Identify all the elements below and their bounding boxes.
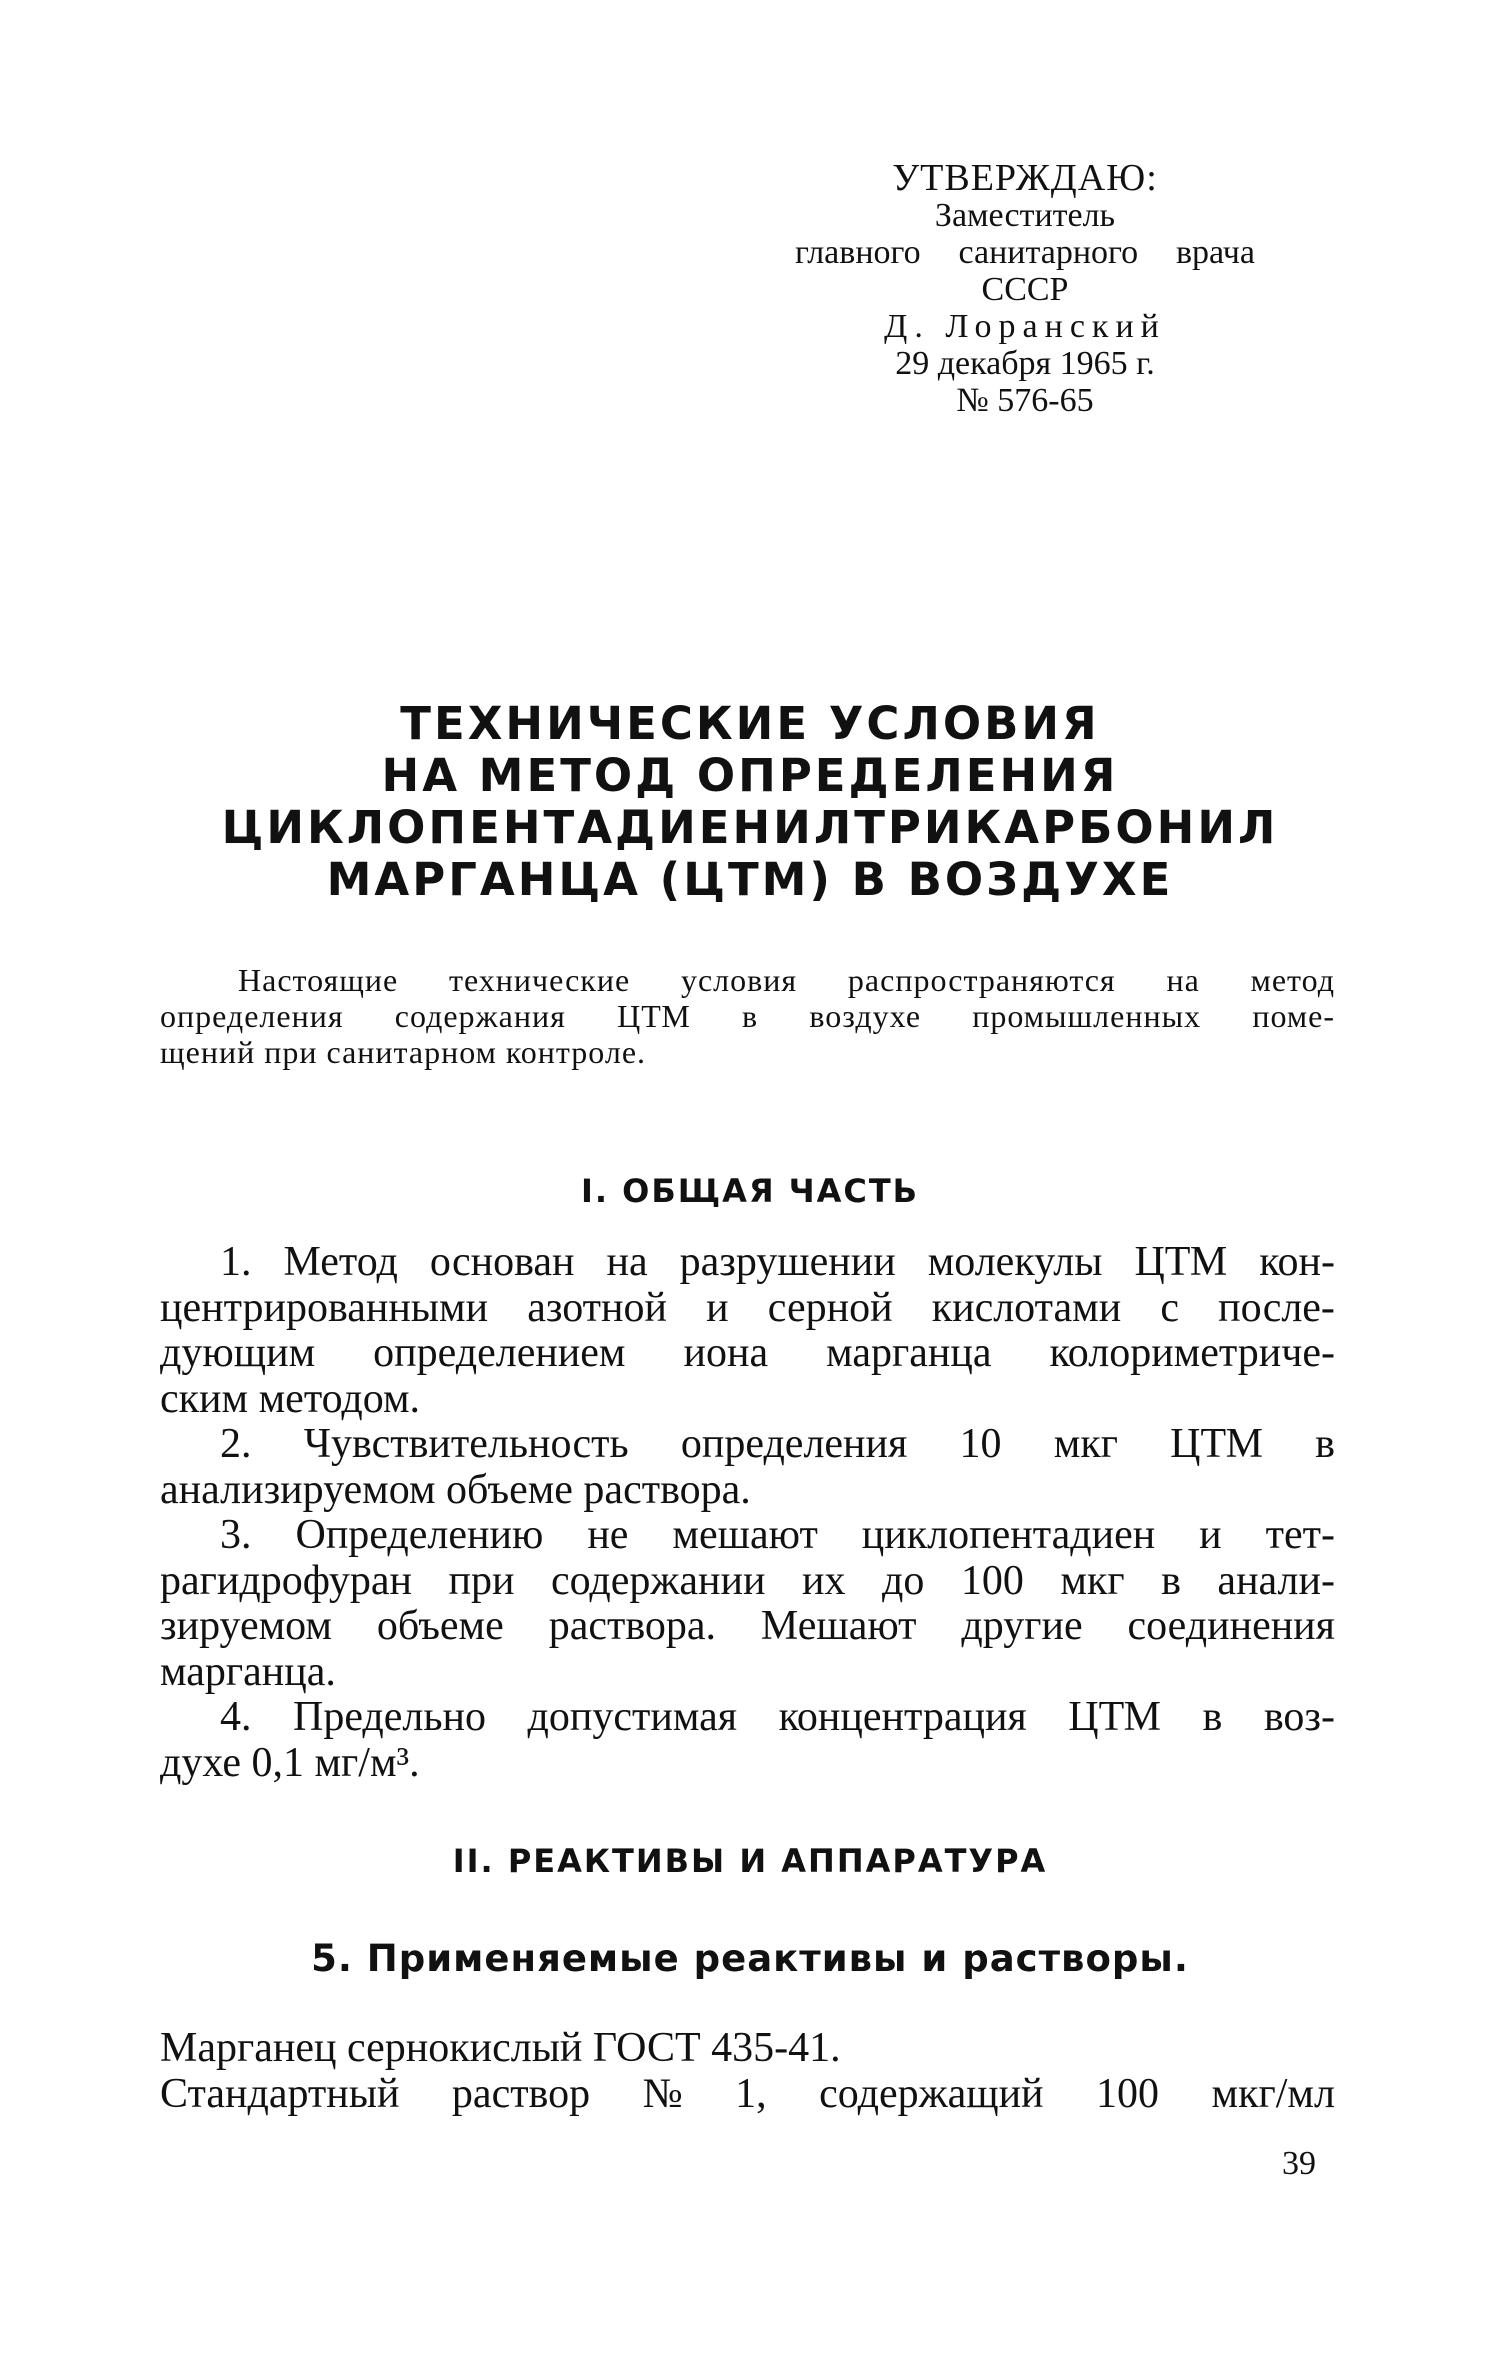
- text-word: на: [606, 1239, 648, 1285]
- text-word: ЦТМ: [1170, 1421, 1263, 1467]
- approval-country: СССР: [981, 271, 1069, 308]
- text-word: духе 0,1 мг/м³.: [160, 1739, 420, 1786]
- text-word: соединения: [1127, 1603, 1335, 1649]
- text-word: условия: [680, 962, 798, 998]
- text-word: 1,: [735, 2070, 767, 2117]
- text-word: определением: [373, 1330, 626, 1376]
- text-word: воздухе: [809, 998, 922, 1034]
- text-word: иона: [683, 1330, 769, 1376]
- title-line: ТЕХНИЧЕСКИЕ УСЛОВИЯ: [400, 697, 1100, 750]
- text-word: на: [1166, 962, 1200, 998]
- text-word: поме-: [1252, 998, 1335, 1034]
- text-word: с: [1160, 1284, 1180, 1331]
- text-line: [160, 1240, 1335, 1286]
- text-word: раствор: [451, 2070, 591, 2117]
- text-word: дующим: [160, 1330, 316, 1376]
- text-word: их: [802, 1557, 846, 1604]
- text-line: [160, 2026, 1335, 2072]
- text-line: [160, 1559, 1335, 1605]
- text-word: ЦТМ: [1134, 1239, 1228, 1285]
- text-word: не: [587, 1512, 629, 1558]
- text-word: молекулы: [927, 1239, 1103, 1285]
- text-word: 1.: [220, 1239, 252, 1285]
- title-line: ЦИКЛОПЕНТАДИЕНИЛТРИКАРБОНИЛ: [221, 801, 1279, 854]
- text-word: после-: [1218, 1284, 1335, 1331]
- text-word: серной: [767, 1284, 893, 1331]
- text-word: до: [881, 1557, 925, 1604]
- text-word: метод: [1250, 962, 1335, 998]
- text-word: мкг/мл: [1211, 2070, 1335, 2117]
- text-word: марганца.: [160, 1648, 336, 1695]
- document-title: [0, 698, 1500, 906]
- text-word: содержащий: [819, 2070, 1044, 2117]
- text-word: 100: [960, 1557, 1024, 1604]
- title-line: НА МЕТОД ОПРЕДЕЛЕНИЯ: [381, 749, 1119, 802]
- text-word: при: [448, 1557, 515, 1604]
- approval-name: Д. Лоранский: [884, 308, 1166, 345]
- text-line: [160, 962, 1335, 998]
- subsection-heading-reagents: 5. Применяемые реактивы и растворы.: [311, 1937, 1189, 1980]
- text-line: [160, 1377, 1335, 1423]
- text-word: основан: [429, 1239, 575, 1285]
- text-word: в: [1202, 1694, 1223, 1740]
- text-word: в: [1161, 1557, 1181, 1604]
- approval-date: 29 декабря 1965 г.: [895, 345, 1155, 382]
- text-line: [160, 1286, 1335, 1332]
- page-number: 39: [1282, 2145, 1316, 2182]
- text-word: Марганец сернокислый ГОСТ 435-41.: [160, 2025, 841, 2071]
- text-word: №: [642, 2070, 683, 2117]
- text-word: Метод: [283, 1239, 398, 1285]
- text-word: технические: [448, 962, 631, 998]
- text-word: раствора.: [548, 1603, 717, 1649]
- text-word: содержании: [550, 1557, 766, 1604]
- section-heading-general: I. ОБЩАЯ ЧАСТЬ: [580, 1172, 920, 1210]
- text-word: мкг: [1053, 1421, 1118, 1467]
- text-line: [160, 1513, 1335, 1559]
- text-word: концентрация: [778, 1694, 1027, 1740]
- title-line: МАРГАНЦА (ЦТМ) В ВОЗДУХЕ: [326, 853, 1174, 906]
- text-line: [160, 998, 1335, 1034]
- text-word: 4.: [220, 1694, 252, 1740]
- text-word: и: [1199, 1512, 1222, 1558]
- text-word: воз-: [1263, 1694, 1335, 1740]
- approval-block: [795, 157, 1255, 419]
- approval-number: № 576-65: [956, 382, 1094, 419]
- approval-word: санитарного: [958, 234, 1139, 271]
- text-line: [160, 1650, 1335, 1696]
- text-word: марганца: [826, 1330, 992, 1376]
- approval-position-line1: Заместитель: [934, 197, 1116, 234]
- text-word: 10: [959, 1421, 1002, 1467]
- text-word: ЦТМ: [1068, 1694, 1162, 1740]
- text-word: тет-: [1265, 1512, 1335, 1558]
- text-word: мешают: [672, 1512, 818, 1558]
- text-word: распространяются: [847, 962, 1116, 998]
- text-word: другие: [961, 1603, 1083, 1649]
- text-word: промышленных: [972, 998, 1202, 1034]
- text-word: Предельно: [293, 1694, 487, 1740]
- text-word: циклопентадиен: [861, 1512, 1156, 1558]
- text-word: Настоящие: [238, 962, 399, 998]
- text-word: анализируемом объеме раствора.: [160, 1466, 751, 1513]
- text-word: объеме: [376, 1603, 504, 1649]
- text-word: мкг: [1060, 1557, 1125, 1604]
- text-word: Стандартный: [160, 2070, 400, 2117]
- text-word: содержания: [394, 998, 566, 1034]
- text-line: [160, 1331, 1335, 1377]
- text-word: 3.: [220, 1512, 252, 1558]
- approval-word: главного: [795, 234, 921, 271]
- approval-word: врача: [1176, 234, 1255, 271]
- text-word: кислотами: [931, 1284, 1122, 1331]
- section-reagents-body: [160, 2026, 1335, 2117]
- text-word: кон-: [1259, 1239, 1335, 1285]
- text-word: рагидрофуран: [160, 1557, 412, 1604]
- text-word: Мешают: [760, 1603, 917, 1649]
- text-word: 2.: [220, 1421, 252, 1467]
- text-word: колориметриче-: [1049, 1330, 1335, 1376]
- intro-paragraph: [160, 962, 1335, 1070]
- text-word: Определению: [295, 1512, 544, 1558]
- text-word: определения: [680, 1421, 908, 1467]
- text-line: [160, 1741, 1335, 1787]
- text-line: [160, 2072, 1335, 2118]
- text-word: допустимая: [527, 1694, 738, 1740]
- text-word: центрированными: [160, 1284, 489, 1331]
- text-line: [160, 1604, 1335, 1650]
- text-word: зируемом: [160, 1603, 332, 1649]
- text-word: в: [742, 998, 759, 1034]
- text-word: определения: [160, 998, 344, 1034]
- text-word: ЦТМ: [617, 998, 691, 1034]
- text-word: щений при санитарном контроле.: [160, 1034, 647, 1070]
- text-line: [160, 1422, 1335, 1468]
- text-word: анали-: [1217, 1557, 1335, 1604]
- text-word: в: [1315, 1421, 1335, 1467]
- section-heading-reagents: II. РЕАКТИВЫ И АППАРАТУРА: [452, 1842, 1048, 1880]
- text-word: и: [706, 1284, 729, 1331]
- text-word: Чувствительность: [303, 1421, 629, 1467]
- text-word: азотной: [527, 1284, 667, 1331]
- approval-heading: УТВЕРЖДАЮ:: [892, 157, 1158, 199]
- text-line: [160, 1695, 1335, 1741]
- text-line: [160, 1034, 1335, 1070]
- section-general-body: [160, 1240, 1335, 1786]
- approval-position-line2: [795, 234, 1255, 271]
- text-word: ским методом.: [160, 1375, 421, 1422]
- text-word: разрушении: [679, 1239, 896, 1285]
- text-line: [160, 1468, 1335, 1514]
- text-word: 100: [1096, 2070, 1160, 2117]
